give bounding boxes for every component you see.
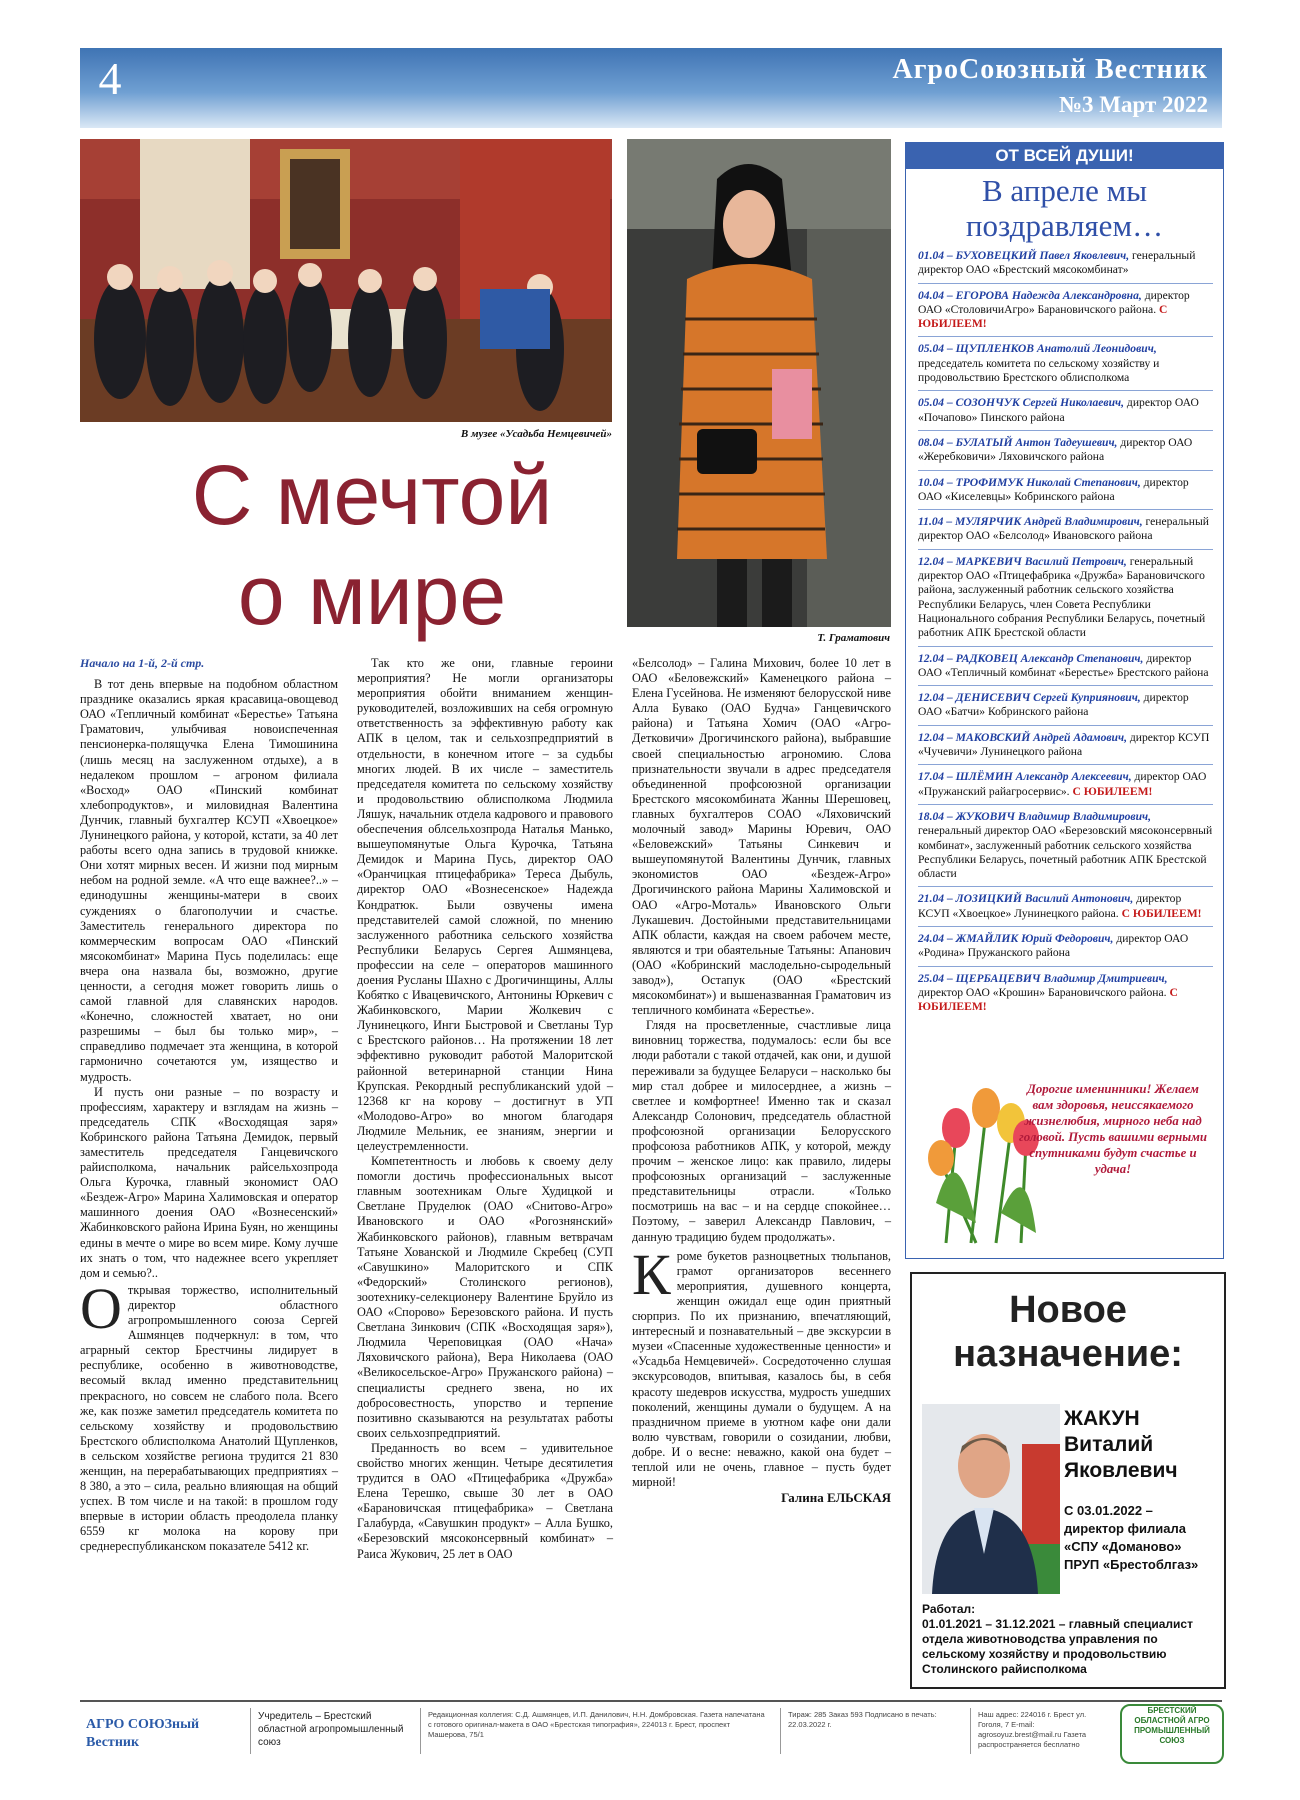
congrats-item bbox=[918, 436, 1213, 465]
portrait-photo bbox=[627, 139, 891, 627]
congrats-item-position: директор ОАО «Родина» Пружанского района bbox=[918, 931, 1189, 960]
masthead bbox=[80, 48, 1222, 128]
congrats-item-position: директор ОАО «Крошин» Барановичского района. bbox=[918, 985, 1167, 999]
congrats-title: В апреле мы поздравляем… bbox=[965, 173, 1164, 243]
museum-photo bbox=[80, 139, 612, 422]
article-paragraph: И пусть они разные – по возрасту и профессиям, характеру и взглядам на жизнь – председатель СПК «Восходящая заря» Кобринского района Татьяна Демидок, первый заместитель председателя Ганцевичского райисполкома, начальник райсельхозпрода Ольга Курочка, главный экономист ОАО «Бездеж-Агро» Марина Халимовская и оператор машинного доения ОАО «Вознесенский» Жабинковского района Ирина Буян, но женщины едины в мечте о мире во всем мире. Кому лучше их знать о том, что надежнее всего укрепляет дом и семью?.. bbox=[80, 1084, 338, 1280]
congrats-separator bbox=[918, 283, 1213, 284]
congrats-item-name: 12.04 – МАКОВСКИЙ Андрей Адамович, bbox=[918, 730, 1127, 744]
congrats-separator bbox=[918, 685, 1213, 686]
congrats-item-name: 24.04 – ЖМАЙЛИК Юрий Федорович, bbox=[918, 931, 1114, 945]
author-signature: Галина ЕЛЬСКАЯ bbox=[781, 1490, 891, 1506]
article-column-1 bbox=[80, 656, 338, 1555]
appointee-patronymic: Яковлевич bbox=[1064, 1459, 1178, 1482]
birthday-wish: Дорогие именинники! Желаем вам здоровья, неиссякаемого жизнелюбия, мирного неба над головой. Пусть вашими верными спутниками будут счастье и удача! bbox=[1019, 1082, 1207, 1176]
congrats-item-name: 18.04 – ЖУКОВИЧ Владимир Владимирович, bbox=[918, 809, 1152, 823]
footer-address: Наш адрес: 224016 г. Брест ул. Гоголя, 7 E-mail: agrosoyuz.brest@mail.ru Газета распространяется бесплатно bbox=[978, 1710, 1087, 1749]
congrats-item-position: директор ОАО «Пружанский райагросервис». bbox=[918, 770, 1207, 798]
congrats-item-position: директор ОАО «Батчи» Кобринского района bbox=[918, 691, 1189, 719]
jubilee-note: С ЮБИЛЕЕМ! bbox=[1072, 784, 1153, 798]
article-paragraph: Глядя на просветленные, счастливые лица виновниц торжества, подумалось: если бы все люди работали с такой отдачей, как они, и душой переживали за будущее Беларуси – насколько бы мир стал добрее и милосерднее, а жизнь – светлее и комфортнее! Именно так и сказал Александр Солонович, председатель областной профсоюзной организации Белорусского профсоюза работников АПК, у которой, между прочим – женское лицо: как правило, лидеры профсоюзных организаций – заслуженные представительницы отрасли. «Только посмотришь на вас – и на сердце спокойнее… Поэтому, – заверил Александр Павлович, – данную традицию будем продолжать». bbox=[632, 1018, 891, 1244]
congrats-separator bbox=[918, 725, 1213, 726]
congrats-separator bbox=[918, 470, 1213, 471]
article-column-2 bbox=[357, 656, 613, 1562]
appointee-surname: ЖАКУН bbox=[1064, 1407, 1140, 1430]
congrats-item bbox=[918, 396, 1213, 425]
headline bbox=[112, 445, 632, 645]
appointee-position: С 03.01.2022 – директор филиала «СПУ «Доманово» ПРУП «Брестоблгаз» bbox=[1064, 1503, 1199, 1572]
congrats-item bbox=[918, 515, 1213, 544]
congrats-item-position: директор КСУП «Чучевичи» Лунинецкого района bbox=[918, 730, 1210, 759]
jubilee-note: С ЮБИЛЕЕМ! bbox=[1121, 906, 1202, 920]
congrats-item-position: генеральный директор ОАО «Белсолод» Ивановского района bbox=[918, 515, 1209, 543]
drop-cap: К bbox=[632, 1241, 671, 1307]
congrats-item-position: председатель комитета по сельскому хозяйству и продовольствию Брестского облисполкома bbox=[918, 356, 1160, 385]
congrats-header: ОТ ВСЕЙ ДУШИ! bbox=[906, 143, 1223, 169]
congrats-item-position: генеральный директор ОАО «Брестский мясокомбинат» bbox=[918, 249, 1196, 277]
congrats-item-name: 11.04 – МУЛЯРЧИК Андрей Владимирович, bbox=[918, 515, 1143, 529]
congrats-separator bbox=[918, 764, 1213, 765]
congrats-list bbox=[906, 249, 1223, 1014]
footer-founder: Учредитель – Брестский областной агропромышленный союз bbox=[258, 1711, 404, 1748]
congrats-item-position: генеральный директор ОАО «Птицефабрика «Дружба» Барановичского района, заслуженный работник сельского хозяйства Республики Беларусь, член Совета Республики Национального собрания Республики Беларусь, почетный работник АПК Брестской области bbox=[918, 554, 1206, 640]
congrats-separator bbox=[918, 926, 1213, 927]
appointee-portrait bbox=[922, 1404, 1060, 1594]
congrats-item-name: 17.04 – ШЛЁМИН Александр Алексеевич, bbox=[918, 770, 1132, 784]
worked-label: Работал: bbox=[922, 1602, 976, 1616]
article-paragraph: Открывая торжество, исполнительный директор областного агропромышленного союза Сергей Ашмянцев подчеркнул: в том, что аграрный сектор Брестчины лидирует в республике, особенно в животноводстве, весомый вклад именно представительниц прекрасного, но совсем не слабого пола. Всего же, как позже заметил председатель комитета по сельскому хозяйству и продовольствию Брестского облисполкома Анатолий Щупленков, в сельском хозяйстве региона трудится 21 830 женщин, на перерабатывающих предприятиях – 8 380, а это – сила, реально влияющая на общий успех. В том числе и на такой: в прошлом году впервые в истории область преодолела планку 6559 кг молока на корову при среднереспубликанском показателе 5412 кг. bbox=[80, 1275, 338, 1554]
congrats-item bbox=[918, 652, 1213, 681]
headline-line2: о мире bbox=[237, 548, 507, 642]
congrats-item bbox=[918, 972, 1213, 1015]
congrats-item bbox=[918, 810, 1213, 881]
congrats-item bbox=[918, 289, 1213, 332]
congrats-separator bbox=[918, 646, 1213, 647]
congrats-item-name: 04.04 – ЕГОРОВА Надежда Александровна, bbox=[918, 288, 1142, 302]
congrats-item-position: директор ОАО «Киселевцы» Кобринского района bbox=[918, 475, 1189, 503]
congrats-separator bbox=[918, 430, 1213, 431]
congrats-item-name: 21.04 – ЛОЗИЦКИЙ Василий Антонович, bbox=[918, 892, 1134, 906]
article-paragraph: Компетентность и любовь к своему делу помогли достичь профессиональных высот главным зоотехникам Ольге Худицкой и Светлане Пруделюк (ОАО «Снитово-Агро» Ивановского и ОАО «Рогознянский» Жабинковского районов), главным ветврачам Татьяне Хованской и Людмиле Скребец (СУП «Савушкино» Малоритского и СПК «Федорский» Столинского регионов), зоотехнику-селекционеру Валентине Бруйло из ОАО «Спорово» Березовского района. И пусть Светлана Зинкович (СПК «Восходящая заря»), Людмила Череповицкая (ОАО «Нача» Ляховичского района), Вера Николаева (ОАО «Великосельское-Агро» Пружанского района) – специалисты среднего звена, но их добросовестность, упорство и терпение позитивно сказываются на результатах работы своих сельхозпредприятий. bbox=[357, 1154, 613, 1440]
tulips-illustration bbox=[916, 1073, 1216, 1248]
continued-note: Начало на 1-й, 2-й стр. bbox=[80, 656, 205, 670]
footer-board: Редакционная коллегия: С.Д. Ашмянцев, И.П. Данилович, Н.Н. Домбровская. Газета напечатана с готового оригинал-макета в ОАО «Брестская типография», 224013 г. Брест, проспект Машерова, 75/1 bbox=[428, 1710, 765, 1739]
appointee-info bbox=[1064, 1406, 1214, 1574]
article-paragraph: Преданность во всем – удивительное свойство многих женщин. Четыре десятилетия трудится в ОАО «Птицефабрика «Дружба» Елена Терешко, свыше 30 лет в ОАО «Барановичская птицефабрика» – Светлана Галабурда, «Савушкин продукт» – Алла Бушко, «Березовский мясоконсервный комбинат» – Раиса Жукович, 25 лет в ОАО bbox=[357, 1440, 613, 1561]
congrats-item-name: 08.04 – БУЛАТЫЙ Антон Тадеушевич, bbox=[918, 435, 1118, 449]
congrats-item-name: 01.04 – БУХОВЕЦКИЙ Павел Яковлевич, bbox=[918, 249, 1130, 262]
new-appointment-box bbox=[910, 1272, 1226, 1689]
article-paragraph: Кроме букетов разноцветных тюльпанов, грамот организаторов весеннего мероприятия, душевного концерта, женщин ожидал еще один приятный сюрприз. По их признанию, впечатляющий, интересный и познавательный – две экскурсии в музеи «Спасенные художественные ценности» и «Усадьба Немцевичей». Сосредоточенно слушая экскурсоводов, впитывая, казалось бы, в себя красоту шедевров искусства, мудрость ушедших поколений, женщины думали о будущем. А на праздничном приеме в уютном кафе они дали волю чувствам, говорили о созидании, любви, добре. И о весне: неважно, какой она будет – теплой или не очень, главное – пусть будет мирной! bbox=[632, 1241, 891, 1490]
congrats-item-position: директор ОАО «Жеребковичи» Ляховичского района bbox=[918, 435, 1193, 464]
article-paragraph: Так кто же они, главные героини мероприятия? Не могли организаторы мероприятия обойти вниманием женщин-руководителей, возложивших на себя огромную ответственность за эффективную работу как АПК в целом, так и сельхозпредприятий в отдельности, в конечном итоге – за судьбы многих людей. В их числе – заместитель председателя комитета по сельскому хозяйству и продовольствию облисполкома Людмила Ляшук, начальник отдела кадрового и правового обеспечения облсельхозпрода Наталья Манько, вышеупомянутые Ольга Курочка, Татьяна Демидок и Марина Пусь, директор ОАО «Оранчицкая птицефабрика» Тереса Дыбуль, директор ОАО «Вознесенское» Надежда Кондратюк. Были озвучены имена представителей самой сложной, по мнению заслуженного работника сельского хозяйства Республики Беларусь Сергея Ашмянцева, профессии на селе – операторов машинного доения Русланы Шахно с Дрогичинщины, Аллы Кобятко с Ивацевичского, Антонины Юркевич с Жабинковского, Марии Жолкевич с Лунинецкого, Инги Быстровой и Светланы Тур с Брестского районов… На протяжении 18 лет эффективно руководит работой Малоритской районной ветеринарной станции Нина Крупская. Рекордный республиканский удой – 12368 кг на корову – достигнут в УП «Молодово-Агро» во многом благодаря Людмиле Мельник, ее знаниям, энергии и целеустремленности. bbox=[357, 656, 613, 1153]
issue-number: №3 Март 2022 bbox=[1058, 92, 1208, 117]
congrats-item bbox=[918, 731, 1213, 760]
article-paragraph: В тот день впервые на подобном областном празднике оказались яркая красавица-овощевод ОАО «Тепличный комбинат «Берестье» Татьяна Граматович, улыбчивая новоиспеченная пенсионерка-полящучка Елена Тимошинина (лишь месяц на заслуженном отдыхе), а в недалеком прошлом – агроном филиала «Восход» ОАО «Пинский комбинат хлебопродуктов», и миловидная Валентина Дунчик, главный бухгалтер КСУП «Хвоецкое» Лунинецкого района, у которой, кстати, за 40 лет работы всего одна запись в трудовой книжке. Они хотят мирных весен. И жизни под мирным небом на родной земле. «А что еще важнее?..» – единодушны женщины-матери в своих суждениях о благополучии и счастье. Заместитель генерального директора по коммерческим вопросам ОАО «Пинский мясокомбинат» Марина Пусь поделилась: еще вчера она назвала бы, возможно, другие ценности, а сегодня может говорить лишь о самой главной для славянских народов. «Конечно, сложностей хватает, но они разрешимы – был бы только мир», – справедливо подмечает эта женщина, в которой гармонично сочетаются ум, изящество и мудрость. bbox=[80, 677, 338, 1084]
congrats-item-name: 12.04 – РАДКОВЕЦ Александр Степанович, bbox=[918, 651, 1144, 665]
congrats-item-name: 05.04 – ЩУПЛЕНКОВ Анатолий Леонидович, bbox=[918, 342, 1157, 356]
congrats-item-name: 12.04 – МАРКЕВИЧ Василий Петрович, bbox=[918, 554, 1127, 568]
paper-name: АгроСоюзный Вестник bbox=[892, 54, 1208, 85]
appointee-previous-work bbox=[922, 1602, 1214, 1677]
footer bbox=[80, 1700, 1222, 1762]
congrats-item-name: 12.04 – ДЕНИСЕВИЧ Сергей Куприянович, bbox=[918, 691, 1141, 705]
congrats-separator bbox=[918, 804, 1213, 805]
page-number: 4 bbox=[98, 53, 122, 104]
drop-cap: О bbox=[80, 1275, 122, 1341]
worked-details: 01.01.2021 – 31.12.2021 – главный специалист отдела животноводства управления по сельскому хозяйству и продовольствию Столинского райисполкома bbox=[922, 1617, 1193, 1676]
congrats-item-position: директор ОАО «Почапово» Пинского района bbox=[918, 396, 1199, 424]
museum-photo-caption: В музее «Усадьба Немцевичей» bbox=[460, 428, 612, 440]
congrats-item-position: генеральный директор ОАО «Березовский мясоконсервный комбинат», заслуженный работник сельского хозяйства Республики Беларусь, почетный работник АПК Брестской области bbox=[918, 824, 1213, 881]
congrats-separator bbox=[918, 966, 1213, 967]
union-badge: БРЕСТСКИЙ ОБЛАСТНОЙ АГРО ПРОМЫШЛЕННЫЙ СОЮЗ bbox=[1120, 1704, 1224, 1764]
congrats-item bbox=[918, 892, 1213, 921]
congrats-separator bbox=[918, 549, 1213, 550]
congrats-item bbox=[918, 555, 1213, 641]
congrats-separator bbox=[918, 886, 1213, 887]
portrait-photo-image bbox=[627, 139, 891, 627]
congrats-item bbox=[918, 249, 1213, 278]
congrats-item bbox=[918, 691, 1213, 720]
congrats-separator bbox=[918, 509, 1213, 510]
headline-line1: С мечтой bbox=[191, 448, 553, 542]
congrats-item-name: 05.04 – СОЗОНЧУК Сергей Николаевич, bbox=[918, 396, 1125, 410]
congrats-item bbox=[918, 476, 1213, 505]
congrats-item-position: директор КСУП «Хвоецкое» Лунинецкого района. bbox=[918, 892, 1182, 920]
congrats-item-position: директор ОАО «СтоловичиАгро» Барановичского района. bbox=[918, 288, 1190, 316]
congrats-item bbox=[918, 770, 1213, 799]
footer-print-info: Тираж: 285 Заказ 593 Подписано в печать: 22.03.2022 г. bbox=[788, 1710, 937, 1729]
congrats-item bbox=[918, 342, 1213, 385]
appointment-title: Новое назначение: bbox=[953, 1289, 1183, 1375]
article-paragraph: «Белсолод» – Галина Михович, более 10 лет в ОАО «Беловежский» Каменецкого района – Елена Гусейнова. Не изменяют белорусской ниве Алла Бувако (ОАО Будча» Ганцевичского района) и Татьяна Хомич (ОАО «Агро-Детковичи» Дрогичинского района), выбравшие своей специальностью агрономию. Слова признательности звучали в адрес председателя объединенной профсоюзной организации Брестского мясокомбината Жанны Шерешовец, главных бухгалтеров СОАО «Ляховичский молочный завод» Марины Юревич, ОАО «Беловежский» Татьяны Синкевич и вышеупомянутой Валентины Дунчик, главных экономистов ОАО «Бездеж-Агро» Дрогичинского района Марины Халимовской и ОАО «Агро-Моталь» Ивановского Ольги Лукашевич. Достойными представительницами АПК области, каждая на своем рабочем месте, являются и три обаятельные Татьяны: Апанович (ОАО «Кобринский маслодельно-сыродельный завод»), Остапук (ОАО «Брестский мясокомбинат») и вышеназванная Граматович из тепличного комбината «Берестье». bbox=[632, 656, 891, 1018]
congrats-item-position: директор ОАО «Тепличный комбинат «Берестье» Брестского района bbox=[918, 651, 1209, 679]
jubilee-note: С ЮБИЛЕЕМ! bbox=[918, 985, 1178, 1014]
congrats-separator bbox=[918, 390, 1213, 391]
congrats-separator bbox=[918, 336, 1213, 337]
portrait-photo-caption: Т. Граматович bbox=[817, 632, 890, 644]
congratulations-box bbox=[905, 142, 1224, 1259]
footer-logo: АГРО СОЮЗный Вестник bbox=[86, 1717, 200, 1750]
article-column-3 bbox=[632, 656, 891, 1505]
jubilee-note: С ЮБИЛЕЕМ! bbox=[918, 302, 1168, 331]
congrats-item-name: 10.04 – ТРОФИМУК Николай Степанович, bbox=[918, 475, 1141, 489]
congrats-item-name: 25.04 – ЩЕРБАЦЕВИЧ Владимир Дмитриевич, bbox=[918, 971, 1168, 985]
museum-photo-image bbox=[80, 139, 612, 422]
congrats-item bbox=[918, 932, 1213, 961]
appointee-photo bbox=[922, 1404, 1060, 1594]
appointee-first-name: Виталий bbox=[1064, 1433, 1154, 1456]
